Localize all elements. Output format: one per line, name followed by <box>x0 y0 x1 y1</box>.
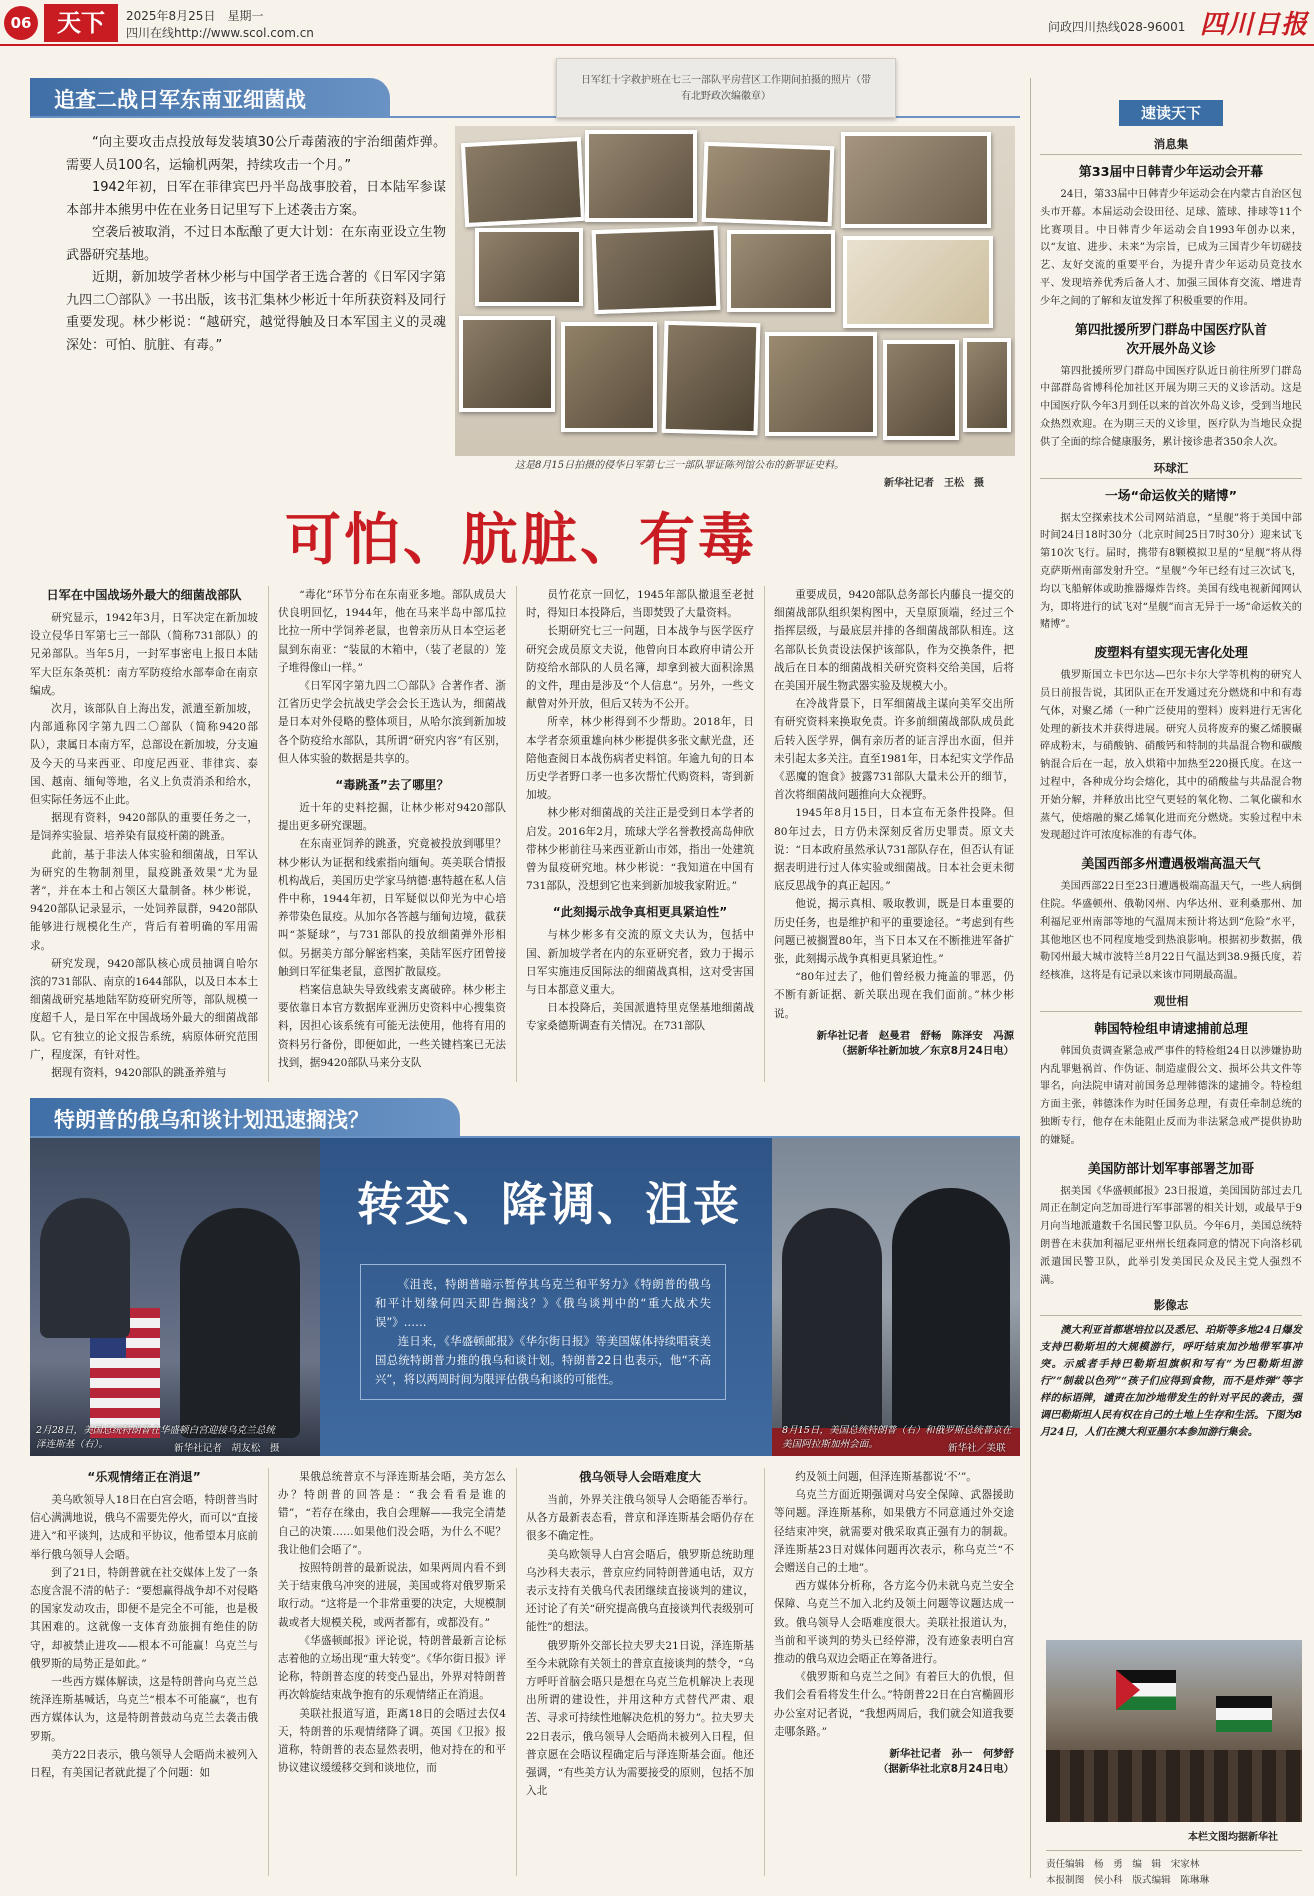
photo-sign <box>556 58 896 118</box>
news-title: 废塑料有望实现无害化处理 <box>1094 646 1248 662</box>
paragraph: 果俄总统普京不与泽连斯基会晤，美方怎么办？特朗普的回答是：“我会看看是谁的错”，“若存在缘由，我自会理解——我完全清楚自己的决策……如果他们没会晤，为什么不呢？我让他们会晤了”。 <box>278 1471 506 1556</box>
paragraph: 按照特朗普的最新说法，如果两周内看不到关于结束俄乌冲突的进展，美国或将对俄罗斯采取行动。“这将是一个非常重要的决定，大规模制裁或者大规模关税，或两者都有，或都没有。” <box>278 1562 506 1629</box>
collage-photo <box>475 228 583 306</box>
story2-center <box>320 1138 772 1456</box>
story2-headline: 转变、降调、沮丧 <box>357 1177 741 1231</box>
collage-photo <box>592 226 721 314</box>
paragraph: 重要成员，9420部队总务部长内藤良一提交的细菌战部队组织架构图中，天皇原顶端，经过三个指挥层级，与最底层并排的各细菌战部队相连。这名部队长负责设法保护该部队，作为交换条件，把战后在日本的细菌战相关研究资料交给美国，后将在美国开展生物武器实验及规模大小。 <box>774 589 1014 693</box>
story1-headline: 可怕、肮脏、有毒 <box>285 508 757 573</box>
story1-col2 <box>278 586 506 1072</box>
story1-col1 <box>30 586 258 1082</box>
article-body <box>526 926 754 1035</box>
paragraph: 据现有资料，9420部队的重要任务之一，是饲养实验鼠、培养染有鼠疫杆菌的跳蚤。 <box>30 812 258 843</box>
article-body <box>278 586 506 768</box>
byline-source: （据新华社北京8月24日电） <box>878 1763 1014 1776</box>
news-body: 据美国《华盛顿邮报》23日报道，美国国防部过去几周正在制定向芝加哥进行军事部署的相关计划，或最早于9月向当地派遣数千名国民警卫队员。今年6月，美国总统特朗普在未获加利福尼亚州州长纽森同意的情况下向洛杉矶派遣国民警卫队，此举引发美国民众及民主党人强烈不满。 <box>1040 1185 1302 1286</box>
story1-col4 <box>774 586 1014 1057</box>
paragraph: 所幸，林少彬得到不少帮助。2018年，日本学者奈须重雄向林少彬提供多张文献光盘，还陪他查阅日本战伤病者史料馆。年逾九旬的日本历史学者野口孝一也多次帮忙代购资料，寄到新加坡。 <box>526 716 754 802</box>
story2-col1 <box>30 1468 258 1782</box>
paragraph: 次月，该部队自上海出发，派遣至新加坡，内部通称冈字第九四二〇部队（简称9420部队），隶属日本南方军，总部设在新加坡，分支遍及今天的马来西亚、印度尼西亚、菲律宾、泰国、越南、缅甸等地，名义上负责消杀和给水，但实际任务远不止此。 <box>30 703 258 807</box>
photo-sign-text: 日军红十字救护班在七三一部队平房营区工作期间拍摄的照片（带有北野政次编徽章） <box>581 75 871 102</box>
article-body <box>278 1468 506 1777</box>
paragraph: 到了21日，特朗普就在社交媒体上发了一条态度含混不清的帖子：“要想赢得战争却不对侵略的国家发动攻击，即便不是完全不可能，也是极其困难的。这就像一支体育劲旅拥有绝佳的防守，却被禁止进攻——根本不可能赢！乌克兰与俄罗斯的局势正是如此。” <box>30 1566 258 1670</box>
story1-intro <box>66 132 446 357</box>
subheading: 俄乌领导人会晤难度大 <box>579 1470 701 1484</box>
newspaper-logo: 四川日报 <box>1200 10 1309 40</box>
article-body <box>774 586 1014 1023</box>
hotline: 问政四川热线028-96001 <box>1048 20 1186 34</box>
summary-paragraph: 《沮丧，特朗普暗示暂停其乌克兰和平努力》《特朗普的俄乌和平计划缘何四天即告搁浅？》《俄乌谈判中的“重大战术失误”》…… <box>375 1277 711 1329</box>
person-silhouette <box>180 1208 300 1438</box>
page-header <box>0 0 1314 46</box>
sidebar-title: 速读天下 <box>1119 100 1223 126</box>
paragraph: 档案信息缺失导致线索支离破碎。林少彬主要依靠日本官方数据库亚洲历史资料中心搜集资料，因担心该系统有可能无法使用，他将有用的资料另行备份，即便如此，一些关键档案已无法找到，据9420部队马来分支队 <box>278 984 506 1069</box>
paragraph: 林少彬对细菌战的关注正是受到日本学者的启发。2016年2月，琉球大学名誉教授高岛伸欣带林少彬前往马来西亚新山市郊，指出一处建筑曾为鼠疫研究地。林少彬说：“我知道在中国有731部队，没想到它也来到新加坡我家附近。” <box>526 807 754 893</box>
column-rule <box>268 586 269 1082</box>
intro-paragraph: “向主要攻击点投放每发装填30公斤毒菌液的宇治细菌炸弹。需要人员100名，运输机两架，持续攻击一个月。” <box>66 135 446 173</box>
news-body: 俄罗斯国立卡巴尔达—巴尔卡尔大学等机构的研究人员日前报告说，其团队正在开发通过充分燃烧和中和有毒气体，对聚乙烯（一种广泛使用的塑料）废料进行无害化处理的新技术并获得进展。研究人员将废弃的聚乙烯膜碾碎成粉末，与硝酸钠、硝酸钙和特制的共晶混合物和碳酸钠混合后在一起，放入烘箱中加热至220摄氏度。在这一过程中，各种成分均会熔化，其中的硝酸盐与共晶混合物开始分解，并释放出比空气更轻的氧化物、二氧化碳和水蒸气，使熔融的聚乙烯氧化进而充分燃烧。实验过程中未发现超过许可浓度标准的有毒气体。 <box>1040 670 1302 842</box>
article-body <box>526 586 754 895</box>
column-rule <box>516 1468 517 1876</box>
subheading: “此刻揭示战争真相更具紧迫性” <box>552 905 728 920</box>
header-rule <box>0 44 1314 46</box>
article-body <box>30 1491 258 1782</box>
column-rule <box>764 1468 765 1876</box>
editors-line: 本报制图 侯小科 版式编辑 陈琳琳 <box>1046 1875 1210 1886</box>
photo-trump-putin <box>772 1138 1020 1456</box>
paragraph: 员竹花京一回忆，1945年部队撤退至老挝时，得知日本投降后，当即焚毁了大量资料。 <box>526 589 754 620</box>
sidebar-tag: 影像志 <box>1040 1297 1302 1316</box>
photo-credit: 新华社记者 王松 摄 <box>884 478 984 489</box>
article-body <box>526 1491 754 1800</box>
paragraph: 此前，基于非法人体实验和细菌战，日军认为研究的生物制剂里，鼠疫跳蚤效果“尤为显著”，并在本土和占领区大量制备。林少彬说，9420部队记录显示，一处饲养鼠群，9420部队能够进行规模化生产，背后有着明确的军用需求。 <box>30 848 258 952</box>
collage-photo <box>461 137 585 227</box>
article-body <box>774 1468 1014 1741</box>
paragraph: 美乌欧领导人18日在白宫会晤，特朗普当时信心满满地说，俄乌不需要先停火，而可以“直接进入”和平谈判，达成和平协议，他希望本月底前举行俄乌领导人会晤。 <box>30 1494 258 1561</box>
paragraph: 近十年的史料挖掘，让林少彬对9420部队提出更多研究课题。 <box>278 802 506 833</box>
story2-col2 <box>278 1468 506 1777</box>
story2-banner-text: 特朗普的俄乌和谈计划迅速搁浅？ <box>54 1108 369 1132</box>
editors-rule <box>1046 1850 1302 1851</box>
sidebar <box>1040 100 1302 1441</box>
story2-col3 <box>526 1468 754 1800</box>
paragraph: 研究发现，9420部队核心成员抽调自哈尔滨的731部队、南京的1644部队，以及日本本土细菌战研究基地陆军防疫研究所等，部队规模一度超千人，是日军在中国战场外最大的细菌战部队。它有独立的论文报告系统，病原体研究范围广，程度深，有针对性。 <box>30 957 258 1061</box>
paragraph: “毒化”环节分布在东南亚多地。部队成员大伏良明回忆，1944年，他在马来半岛中部瓜拉比拉一所中学饲养老鼠，也曾亲历从日本空运老鼠到东南亚：“装鼠的木箱中，（装了老鼠的）笼子堆得像山一样。” <box>278 589 506 674</box>
paragraph: 他说，揭示真相、吸取教训，既是日本重要的历史任务，也是维护和平的重要途径。“考虑到有些问题已被搁置80年，当下日本又在不断推进军备扩张，此刻揭示战争真相更具紧迫性。” <box>774 898 1014 966</box>
paragraph: 据现有资料，9420部队的跳蚤养殖与 <box>51 1067 227 1080</box>
subheading: “毒跳蚤”去了哪里？ <box>335 778 449 793</box>
sidebar-divider <box>1030 78 1031 1878</box>
news-body: 韩国负责调查紧急戒严事件的特检组24日以涉嫌协助内乱罪魁祸首、作伪证、制造虚假公文、损坏公共文件等罪名，向法院申请对前国务总理韩德洙的逮捕令。特检组方面主张，韩德洙作为时任国务总理，有责任牵制总统的独断专行，他存在未能阻止反而为非法紧急戒严提供协助的嫌疑。 <box>1040 1045 1302 1146</box>
paragraph: 美方22日表示，俄乌领导人会晤尚未被列入日程，有美国记者就此提了个问题：如 <box>30 1748 258 1780</box>
paragraph: 约及领土问题，但泽连斯基都说‘不’”。 <box>795 1471 977 1483</box>
subheading: 日军在中国战场外最大的细菌战部队 <box>46 588 242 602</box>
paragraph: 《日军冈字第九四二〇部队》合著作者、浙江省历史学会抗战史学会会长王选认为，细菌战是日本对外侵略的整体项目，从哈尔滨到新加坡各个防疫给水部队，其所谓“研究内容”有区别，但人体实验的数据是共享的。 <box>278 680 506 765</box>
column-rule <box>516 586 517 1082</box>
paragraph: 美联社报道写道，距离18日的会晤过去仅4天，特朗普的乐观情绪降了调。英国《卫报》报道称，特朗普的表态显然表明，他对持在的和平协议建议缓缓移交到和谈地位，而 <box>278 1707 506 1775</box>
paragraph: 在冷战背景下，日军细菌战主谋向美军交出所有研究资料来换取免责。许多前细菌战部队成员此后转入医学界，偶有亲历者的证言浮出水面，但并未引起太多关注。直至1981年，日本纪实文学作品《恶魔的饱食》披露731部队大量未公开的细节，首次将细菌战问题推向大众视野。 <box>774 698 1014 802</box>
collage-photo <box>459 316 555 412</box>
person-silhouette <box>40 1198 130 1338</box>
flag-shape <box>1216 1696 1272 1732</box>
collage-photo <box>963 338 1011 432</box>
paragraph: 《华盛顿邮报》评论说，特朗普最新言论标志着他的立场出现“重大转变”。《华尔街日报》评论称，特朗普态度的转变凸显出，外界对特朗普再次斡旋结束战争抱有的乐观情绪正在消退。 <box>278 1634 506 1702</box>
news-body: 24日，第33届中日韩青少年运动会在内蒙古自治区包头市开幕。本届运动会设田径、足球、篮球、排球等11个比赛项目。中日韩青少年运动会自1993年创办以来，以“友谊、进步、未来”为宗旨，已成为三国青少年切磋技艺、友好交流的重要平台，为提升青少年运动员竞技水平、发现培养优秀后备人才、加强三国体育交流、增进青少年之间的了解和友谊发挥了积极重要的作用。 <box>1040 189 1302 307</box>
site-url: 四川在线http://www.scol.com.cn <box>126 26 314 40</box>
sidebar-tag: 消息集 <box>1040 136 1302 155</box>
news-title: 第四批援所罗门群岛中国医疗队首次开展外岛义诊 <box>1075 322 1267 357</box>
collage-photo <box>561 322 657 432</box>
credit-left: 新华社记者 胡友松 摄 <box>174 1443 280 1454</box>
collage-photo <box>765 332 877 436</box>
crowd-shape <box>1046 1750 1302 1822</box>
paragraph: 西方媒体分析称，各方迄今仍未就乌克兰安全保障、乌克兰不加入北约及领土问题等议题达成一致。俄乌领导人会晤难度很大。美联社报道认为，当前和平谈判的势头已经停滞，没有迹象表明白宫推动的俄乌双边会晤正在筹备进行。 <box>774 1580 1014 1666</box>
news-body: 第四批援所罗门群岛中国医疗队近日前往所罗门群岛中部群岛省博科伦加社区开展为期三天的义诊活动。这是中国医疗队今年3月到任以来的首次外岛义诊，受到当地民众热烈欢迎。在为期三天的义诊里，医疗队为当地民众提供了全面的综合健康服务，累计接诊患者350余人次。 <box>1040 365 1302 448</box>
photo-trump-zelensky <box>30 1138 320 1456</box>
collage-photo <box>841 132 991 228</box>
paragraph: 与林少彬多有交流的原文夫认为，包括中国、新加坡学者在内的东亚研究者，致力于揭示日军实施违反国际法的细菌战真相，这对受害国与日本都意义重大。 <box>526 929 754 997</box>
section-name: 天下 <box>44 4 118 42</box>
paragraph: 当前，外界关注俄乌领导人会晤能否举行。从各方最新表态看，普京和泽连斯基会晤仍存在很多不确定性。 <box>526 1494 754 1543</box>
story1-col3 <box>526 586 754 1036</box>
news-title: 韩国特检组申请逮捕前总理 <box>1094 1021 1248 1037</box>
person-silhouette <box>892 1188 1010 1448</box>
paragraph: 1945年8月15日，日本宣布无条件投降。但80年过去，日方仍未深刻反省历史罪责。原文夫说：“日本政府虽然承认731部队存在，但否认有证据表明进行过人体实验或细菌战。日本社会更未彻底反思战争的真正起因。” <box>774 807 1014 893</box>
paragraph: 乌克兰方面近期强调对乌安全保障、武器援助等问题。泽连斯基称，如果俄方不同意通过外交途径结束冲突，就需要对俄采取真正强有力的制裁。泽连斯基23日对媒体问题再次表示，称乌克兰“不会赠送自己的土地”。 <box>774 1489 1014 1575</box>
sidebar-credit: 本栏文图均据新华社 <box>1188 1832 1278 1843</box>
paragraph: “80年过去了，他们曾经极力掩盖的罪恶，仍不断有新证据、新关联出现在我们面前。”林少彬说。 <box>774 971 1014 1020</box>
intro-paragraph: 1942年初，日军在菲律宾巴丹半岛战事胶着，日本陆军参谋本部井本熊男中佐在业务日记里写下上述袭击方案。 <box>66 180 446 218</box>
collage-photo <box>727 230 835 312</box>
collage-photo <box>662 321 761 435</box>
news-title: 美国西部多州遭遇极端高温天气 <box>1081 857 1261 873</box>
news-title: 第33届中日韩青少年运动会开幕 <box>1078 165 1264 180</box>
byline: 新华社记者 赵曼君 舒畅 陈泽安 冯源 <box>816 1029 1014 1042</box>
summary-paragraph: 连日来，《华盛顿邮报》《华尔街日报》等美国媒体持续唱衰美国总统特朗普力推的俄乌和谈计划。特朗普22日也表示，他“不高兴”，将以两周时间为限评估俄乌和谈的可能性。 <box>375 1334 711 1386</box>
collage-photo <box>883 340 959 440</box>
page-number: 06 <box>4 6 38 40</box>
byline-source: （据新华社新加坡／东京8月24日电） <box>836 1044 1014 1057</box>
intro-paragraph: 空袭后被取消，不过日本酝酿了更大计划：在东南亚设立生物武器研究基地。 <box>66 225 446 263</box>
caption-left: 2月28日，美国总统特朗普在华盛顿白宫迎接乌克兰总统泽连斯基（右）。 <box>36 1425 275 1450</box>
editors-line: 责任编辑 杨 勇 编 辑 宋家林 <box>1046 1859 1200 1870</box>
photo-text: 澳大利亚首都堪培拉以及悉尼、珀斯等多地24日爆发支持巴勒斯坦的大规模游行，呼吁结束加沙地带军事冲突。示威者手持巴勒斯坦旗帜和写有“为巴勒斯坦游行”“制裁以色列”“孩子们应得到食物，而不是炸弹”等字样的标语牌，谴责在加沙地带发生的针对平民的袭击，强调巴勒斯坦人民有权在自己的土地上生存和生活。下图为8月24日，人们在澳大利亚墨尔本参加游行集会。 <box>1040 1324 1302 1439</box>
photo-caption: 这是8月15日拍摄的侵华日军第七三一部队罪证陈列馆公布的新罪证史料。 <box>515 460 845 471</box>
sidebar-tag: 观世相 <box>1040 993 1302 1012</box>
byline: 新华社记者 孙一 何梦舒 <box>889 1748 1014 1761</box>
collage-document <box>843 236 993 328</box>
intro-paragraph: 近期，新加坡学者林少彬与中国学者王选合著的《日军冈字第九四二〇部队》一书出版，该书汇集林少彬近十年所获资料及同行重要发现。林少彬说：“越研究，越觉得触及日本军国主义的灵魂深处：可怕、肮脏、有毒。” <box>66 270 446 353</box>
protest-photo <box>1046 1640 1302 1822</box>
news-title: 美国防部计划军事部署芝加哥 <box>1087 1161 1255 1177</box>
column-rule <box>268 1468 269 1876</box>
sidebar-tag: 环球汇 <box>1040 460 1302 479</box>
paragraph: 美乌欧领导人白宫会晤后，俄罗斯总统助理乌沙科夫表示，普京应约同特朗普通电话，双方表示支持有关俄乌代表团继续直接谈判的建议，还讨论了有关“研究提高俄乌直接谈判代表级别可能性”的想法。 <box>526 1548 754 1634</box>
paragraph: 研究显示，1942年3月，日军决定在新加坡设立侵华日军第七三一部队（简称731部队）的兄弟部队。当年5月，一封军事密电上报日本陆军大臣东条英机：南方军防疫给水部奉命在南京编成。 <box>30 612 258 697</box>
column-rule <box>764 586 765 1082</box>
paragraph: 长期研究七三一问题，日本战争与医学医疗研究会成员原文夫说，他曾向日本政府申请公开防疫给水部队的人员名簿，却拿到被大面积涂黑的文件，理由是涉及“个人信息”。另外，一些文献曾对外开放，但后又转为不公开。 <box>526 625 754 711</box>
story2-summary <box>360 1264 726 1400</box>
issue-date: 2025年8月25日 星期一 <box>126 9 264 23</box>
news-body: 美国西部22日至23日遭遇极端高温天气，一些人病倒住院。华盛顿州、俄勒冈州、内华达州、亚利桑那州、加利福尼亚州南部等地的气温周末预计将达到“危险”水平，其他地区也不同程度地受到热浪影响。根据初步数据，俄勒冈州最大城市波特兰8月22日气温达到38.9摄氏度，若经核准，这将是有记录以来该市同期最高温。 <box>1040 881 1302 982</box>
paragraph: 一些西方媒体解读，这是特朗普向乌克兰总统泽连斯基喊话，乌克兰“根本不可能赢”，也有西方媒体认为，这是特朗普鼓动乌克兰去袭击俄罗斯。 <box>30 1676 258 1743</box>
paragraph: 日本投降后，美国派遣特里克堡基地细菌战专家桑德斯调查有关情况。在731部队 <box>526 1002 754 1033</box>
news-body: 据太空探索技术公司网站消息，“星舰”将于美国中部时间24日18时30分（北京时间25日7时30分）迎来试飞第10次飞行。届时，携带有8颗模拟卫星的“星舰”将从得克萨斯州南部发射升空。“星舰”今年已经有过三次试飞，均以飞船解体或助推器爆炸告终。美国有线电视新闻网认为，即将进行的试飞对“星舰”而言无异于一场“命运攸关的赌博”。 <box>1040 512 1302 631</box>
caption-right: 8月15日，美国总统特朗普（右）和俄罗斯总统普京在美国阿拉斯加州会面。 <box>782 1425 1012 1450</box>
story1-banner-text: 追查二战日军东南亚细菌战 <box>54 88 306 112</box>
news-title: 一场“命运攸关的赌博” <box>1105 488 1237 504</box>
photo-collage <box>455 126 1015 456</box>
paragraph: 俄罗斯外交部长拉夫罗夫21日说，泽连斯基至今未就除有关领土的普京直接谈判的禁令，“乌方呼吁首脑会晤只是想在乌克兰危机解决上表现出所谓的建设性，并用这种方式替代严肃、艰苦、寻求可持续性地解决危机的努力”。拉夫罗夫22日表示，俄乌领导人会晤尚未被列入日程，但普京愿在会晤议程确定后与泽连斯基会面。他还强调，“有些美方认为需要接受的原则，包括不加入北 <box>526 1639 754 1798</box>
story2-banner <box>30 1098 460 1138</box>
paragraph: 《俄罗斯和乌克兰之间》有着巨大的仇恨，但我们会看看将发生什么。”特朗普22日在白宫椭圆形办公室对记者说，“我想两周后，我们就会知道我要走哪条路。” <box>774 1671 1014 1738</box>
story1-banner <box>30 78 390 118</box>
story2-col4 <box>774 1468 1014 1775</box>
collage-photo <box>585 130 697 222</box>
article-body <box>30 609 258 1082</box>
credit-right: 新华社／美联 <box>948 1443 1006 1454</box>
subheading: “乐观情绪正在消退” <box>87 1470 201 1484</box>
article-body <box>278 799 506 1072</box>
person-silhouette <box>782 1208 882 1448</box>
collage-photo <box>702 142 835 226</box>
paragraph: 在东南亚饲养的跳蚤，究竟被投放到哪里？林少彬认为证据和线索指向缅甸。英美联合情报机构战后，美国历史学家马纳德·惠特越在私人信件中称，1944年初，日军疑似以仰光为中心培养带染色鼠疫。从加尔各答越与缅甸边境，截获叫“茶疑球”，与731部队的投放细菌弹外形相似。另据美方部分解密档案，美陆军医疗团曾接触到日军征集老鼠，意图扩散鼠疫。 <box>278 838 506 978</box>
flag-triangle <box>1116 1670 1140 1710</box>
